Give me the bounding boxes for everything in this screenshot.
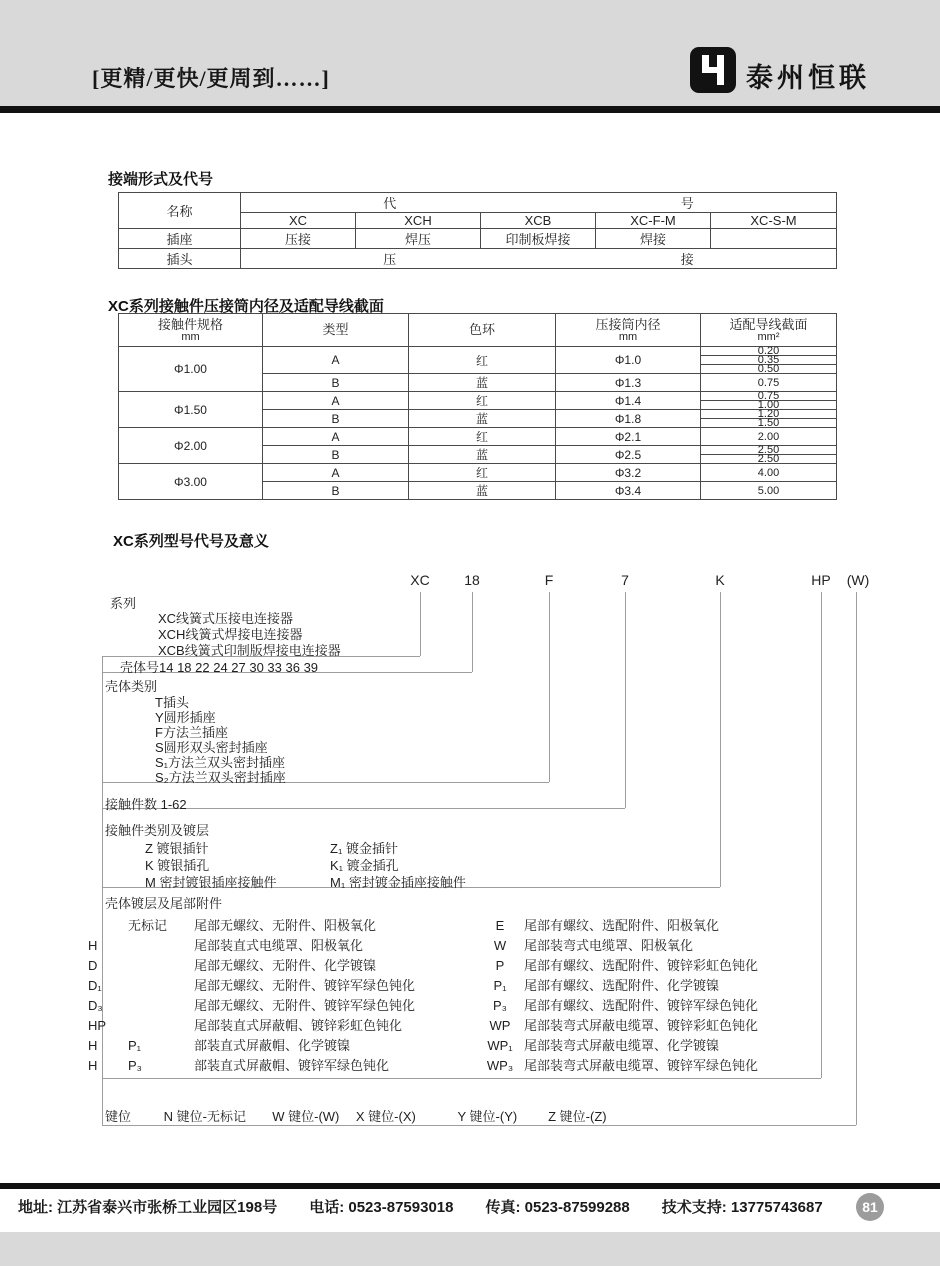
t2-barrel: Φ1.3 xyxy=(556,374,701,392)
t1-code-header-left: 代 xyxy=(383,196,397,211)
series-item: XCH线簧式焊接电连接器 xyxy=(158,627,303,642)
t1-socket-value: 压接 xyxy=(241,229,356,249)
footer-fax: 传真: 0523-87599288 xyxy=(485,1199,630,1216)
section3-title: XC系列型号代号及意义 xyxy=(113,533,269,550)
t2-wire: 1.00 xyxy=(701,401,837,410)
contact-count: 接触件数 1-62 xyxy=(105,797,187,812)
t2-wire: 5.00 xyxy=(701,482,837,500)
t2-barrel: Φ1.4 xyxy=(556,392,701,410)
key-position-item: X 键位-(X) xyxy=(355,1109,416,1124)
t2-col1-header: 接触件规格 mm xyxy=(119,314,263,347)
model-code-plating: HP xyxy=(811,572,831,588)
connector-line xyxy=(856,592,857,1125)
plating-row: D 尾部无螺纹、无附件、化学镀镍 P 尾部有螺纹、选配附件、镀锌彩虹色钝化 xyxy=(88,958,759,973)
t2-wire: 0.75 xyxy=(701,392,837,401)
contact-item: K 镀银插孔 K₁ 镀金插孔 xyxy=(145,858,399,873)
plating-row: D₁ 尾部无螺纹、无附件、镀锌军绿色钝化 P₁ 尾部有螺纹、选配附件、化学镀镍 xyxy=(88,978,720,993)
t2-ring: 蓝 xyxy=(409,482,556,500)
t2-wire: 0.50 xyxy=(701,365,837,374)
shell-type-item: S圆形双头密封插座 xyxy=(155,740,268,755)
t2-wire: 0.35 xyxy=(701,356,837,365)
t2-type: B xyxy=(263,374,409,392)
connector-line xyxy=(821,592,822,1078)
t2-barrel: Φ1.8 xyxy=(556,410,701,428)
connector-line xyxy=(472,592,473,672)
t2-wire: 2.00 xyxy=(701,428,837,446)
footer-rule xyxy=(0,1183,940,1189)
t2-wire: 2.50 xyxy=(701,455,837,464)
t2-type: A xyxy=(263,464,409,482)
t2-ring: 红 xyxy=(409,428,556,446)
shell-type-item: T插头 xyxy=(155,695,189,710)
t1-code: XC xyxy=(241,213,356,229)
t2-spec: Φ2.00 xyxy=(119,428,263,464)
model-code-series: XC xyxy=(410,572,430,588)
t2-barrel: Φ3.4 xyxy=(556,482,701,500)
shell-type-label: 壳体类别 xyxy=(105,679,158,694)
contact-plating-label: 接触件类别及镀层 xyxy=(105,823,210,838)
page-number-badge: 81 xyxy=(856,1193,884,1221)
t2-ring: 蓝 xyxy=(409,410,556,428)
t2-type: A xyxy=(263,428,409,446)
model-code-contact: K xyxy=(715,572,725,588)
company-logo-icon xyxy=(690,47,736,93)
t1-code: XC-F-M xyxy=(596,213,711,229)
plating-row: H P₁ 部装直式屏蔽帽、化学镀镍 WP₁ 尾部装弯式屏蔽电缆罩、化学镀镍 xyxy=(88,1038,720,1053)
t2-spec: Φ1.00 xyxy=(119,347,263,392)
t2-ring: 蓝 xyxy=(409,446,556,464)
contact-item: Z 镀银插针 Z₁ 镀金插针 xyxy=(145,841,398,856)
key-position-item: N 键位-无标记 xyxy=(163,1109,246,1124)
model-code-shellno: 18 xyxy=(464,572,480,588)
t1-socket-value: 焊压 xyxy=(356,229,481,249)
plating-row: H P₃ 部装直式屏蔽帽、镀锌军绿色钝化 WP₃ 尾部装弯式屏蔽电缆罩、镀锌军绿色钝化 xyxy=(88,1058,759,1073)
t2-type: B xyxy=(263,410,409,428)
footer xyxy=(18,1196,848,1217)
contact-item: M 密封镀银插座接触件 M₁ 密封镀金插座接触件 xyxy=(145,875,466,890)
connector-line xyxy=(102,1125,856,1126)
footer-phone: 电话: 0523-87593018 xyxy=(309,1199,454,1216)
table-row xyxy=(119,193,837,213)
t2-wire: 1.50 xyxy=(701,419,837,428)
crimp-table xyxy=(118,313,837,500)
plating-row: 无标记 尾部无螺纹、无附件、阳极氧化 E 尾部有螺纹、选配附件、阳极氧化 xyxy=(128,918,720,933)
table-row xyxy=(119,428,837,446)
plating-row: D₃ 尾部无螺纹、无附件、镀锌军绿色钝化 P₃ 尾部有螺纹、选配附件、镀锌军绿色钝化 xyxy=(88,998,759,1013)
t2-wire: 2.50 xyxy=(701,446,837,455)
key-position-item: W 键位-(W) xyxy=(272,1109,340,1124)
shell-type-item: S₁方法兰双头密封插座 xyxy=(155,755,286,770)
connector-line xyxy=(549,592,550,782)
t2-col4-header: 压接筒内径 mm xyxy=(556,314,701,347)
t2-col3-header: 色环 xyxy=(409,314,556,347)
t1-socket-value: 印制板焊接 xyxy=(481,229,596,249)
table-row xyxy=(119,229,837,249)
t2-wire: 0.20 xyxy=(701,347,837,356)
model-code-shelltype: F xyxy=(544,572,554,588)
t2-wire: 4.00 xyxy=(701,464,837,482)
t2-type: A xyxy=(263,347,409,374)
t2-type: B xyxy=(263,482,409,500)
model-code-count: 7 xyxy=(621,572,629,588)
shell-number-list: 壳体号14 18 22 24 27 30 33 36 39 xyxy=(120,660,319,675)
t2-col5-header: 适配导线截面 mm² xyxy=(701,314,837,347)
t2-barrel: Φ2.5 xyxy=(556,446,701,464)
section1-title: 接端形式及代号 xyxy=(108,171,214,188)
t2-type: A xyxy=(263,392,409,410)
t2-type: B xyxy=(263,446,409,464)
shell-type-item: S₂方法兰双头密封插座 xyxy=(155,770,286,785)
footer-support: 技术支持: 13775743687 xyxy=(661,1199,823,1216)
t2-ring: 红 xyxy=(409,347,556,374)
table-header-row xyxy=(119,314,837,347)
t2-barrel: Φ1.0 xyxy=(556,347,701,374)
table-row xyxy=(119,464,837,482)
t1-plug-right: 接 xyxy=(680,252,694,267)
t1-code: XCH xyxy=(356,213,481,229)
connector-line xyxy=(420,592,421,656)
t2-ring: 红 xyxy=(409,392,556,410)
shell-type-item: Y圆形插座 xyxy=(155,710,216,725)
shell-plating-label: 壳体镀层及尾部附件 xyxy=(105,896,223,911)
t2-barrel: Φ2.1 xyxy=(556,428,701,446)
connector-line xyxy=(720,592,721,887)
t1-name-header: 名称 xyxy=(119,193,241,229)
t1-code-header-right: 号 xyxy=(680,196,694,211)
t1-socket-label: 插座 xyxy=(119,229,241,249)
key-position-label: 键位 xyxy=(105,1109,132,1124)
t1-code: XC-S-M xyxy=(711,213,837,229)
footer-band xyxy=(0,1232,940,1266)
t1-plug-left: 压 xyxy=(383,252,397,267)
plating-row: HP 尾部装直式屏蔽帽、镀锌彩虹色钝化 WP 尾部装弯式屏蔽电缆罩、镀锌彩虹色钝化 xyxy=(88,1018,759,1033)
t1-plug-value xyxy=(241,249,837,269)
t1-plug-label: 插头 xyxy=(119,249,241,269)
section2-title: XC系列接触件压接筒内径及适配导线截面 xyxy=(108,298,384,315)
series-label: 系列 xyxy=(110,596,137,611)
t1-socket-value xyxy=(711,229,837,249)
company-name: 泰州恒联 xyxy=(746,63,870,93)
t2-spec: Φ3.00 xyxy=(119,464,263,500)
series-item: XC线簧式压接电连接器 xyxy=(158,611,294,626)
table-row xyxy=(119,249,837,269)
t2-spec: Φ1.50 xyxy=(119,392,263,428)
t1-socket-value: 焊接 xyxy=(596,229,711,249)
t2-ring: 蓝 xyxy=(409,374,556,392)
t2-wire: 1.20 xyxy=(701,410,837,419)
shell-type-item: F方法兰插座 xyxy=(155,725,228,740)
t1-code-header xyxy=(241,193,837,213)
terminal-code-table xyxy=(118,192,837,269)
series-item: XCB线簧式印制版焊接电连接器 xyxy=(158,643,341,658)
table-row xyxy=(119,392,837,401)
plating-row: H 尾部装直式电缆罩、阳极氧化 W 尾部装弯式电缆罩、阳极氧化 xyxy=(88,938,694,953)
connector-line xyxy=(625,592,626,808)
footer-address: 地址: 江苏省泰兴市张桥工业园区198号 xyxy=(18,1199,278,1216)
connector-line xyxy=(102,1078,821,1079)
t2-wire: 0.75 xyxy=(701,374,837,392)
t2-ring: 红 xyxy=(409,464,556,482)
key-position-row xyxy=(105,1106,607,1125)
key-position-item: Y 键位-(Y) xyxy=(457,1109,518,1124)
t2-barrel: Φ3.2 xyxy=(556,464,701,482)
t1-code: XCB xyxy=(481,213,596,229)
table-row xyxy=(119,347,837,356)
header-rule xyxy=(0,106,940,113)
model-code-key: (W) xyxy=(846,572,870,588)
t2-col2-header: 类型 xyxy=(263,314,409,347)
key-position-item: Z 键位-(Z) xyxy=(548,1109,607,1124)
header-slogan: [更精/更快/更周到……] xyxy=(92,66,330,91)
